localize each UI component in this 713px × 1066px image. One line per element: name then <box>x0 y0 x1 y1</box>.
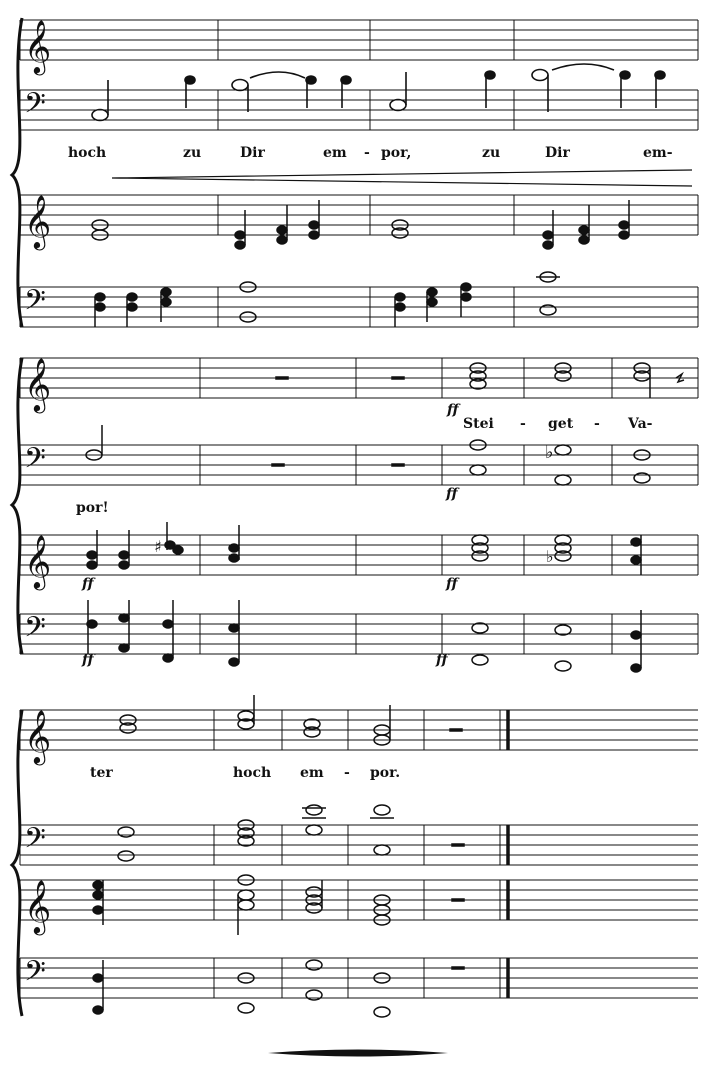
dynamic-ff: ff <box>82 652 94 668</box>
system-3 <box>12 695 698 1017</box>
lyric-hyphen: - <box>344 765 350 781</box>
system-2 <box>12 357 698 672</box>
lyric-em: em <box>323 145 347 161</box>
staff-tenor <box>20 825 698 865</box>
lyric-em-end: em- <box>643 145 673 161</box>
treble-clef: 𝄞 <box>24 879 52 933</box>
lyric-por-end: por! <box>76 500 109 516</box>
tenor-notes <box>118 805 464 861</box>
staff-soprano <box>20 20 698 60</box>
staff-soprano <box>20 358 698 398</box>
lyric-por-final: por. <box>370 765 401 781</box>
staff-piano-bass <box>20 958 698 998</box>
dynamic-ff: ff <box>447 402 459 418</box>
treble-clef: 𝄞 <box>24 19 52 73</box>
treble-clef: 𝄞 <box>24 357 52 411</box>
piano-bass-notes <box>87 600 641 672</box>
sharp-sign: ♯ <box>154 537 162 556</box>
bass-clef: 𝄢 <box>24 822 46 862</box>
staff-piano-treble <box>20 880 698 920</box>
lyric-hoch: hoch <box>68 145 107 161</box>
bass-clef: 𝄢 <box>24 955 46 995</box>
dynamic-ff: ff <box>446 486 458 502</box>
flat-sign: ♭ <box>546 547 554 566</box>
lyric-dir-2: Dir <box>545 145 570 161</box>
staff-piano-bass <box>20 287 698 327</box>
bass-clef: 𝄢 <box>24 442 46 482</box>
staff-tenor <box>20 90 698 130</box>
lyric-stei: Stei <box>463 416 494 432</box>
treble-clef: 𝄞 <box>24 194 52 248</box>
tenor-notes <box>92 64 665 121</box>
bass-clef: 𝄢 <box>24 284 46 324</box>
lyric-em: em <box>300 765 324 781</box>
lyric-por: por, <box>381 145 412 161</box>
dynamic-ff: ff <box>446 576 458 592</box>
piano-treble-notes <box>93 875 464 935</box>
treble-clef: 𝄞 <box>24 709 52 763</box>
system-bracket <box>12 358 22 654</box>
dynamic-ff: ff <box>82 576 94 592</box>
lyric-dir: Dir <box>240 145 265 161</box>
piano-bass-notes <box>95 272 560 327</box>
lyric-va: Va- <box>628 416 653 432</box>
lyric-zu-2: zu <box>482 145 501 161</box>
lyric-hoch: hoch <box>233 765 272 781</box>
system-1 <box>12 18 698 327</box>
bass-clef: 𝄢 <box>24 87 46 127</box>
lyric-hyphen: - <box>520 416 526 432</box>
lyric-ter: ter <box>90 765 113 781</box>
lyric-zu: zu <box>183 145 202 161</box>
treble-clef: 𝄞 <box>24 534 52 588</box>
end-ornament-rule <box>268 1050 448 1057</box>
piano-treble-notes <box>87 522 641 575</box>
dynamic-ff: ff <box>436 652 448 668</box>
lyric-hyphen: - <box>364 145 370 161</box>
system-bracket <box>12 18 22 327</box>
lyric-hyphen: - <box>594 416 600 432</box>
flat-sign: ♭ <box>545 442 554 463</box>
staff-tenor <box>20 445 698 485</box>
staff-piano-treble <box>20 195 698 235</box>
crescendo-hairpin <box>112 170 692 186</box>
bass-clef: 𝄢 <box>24 611 46 651</box>
lyric-get: get <box>548 416 574 432</box>
